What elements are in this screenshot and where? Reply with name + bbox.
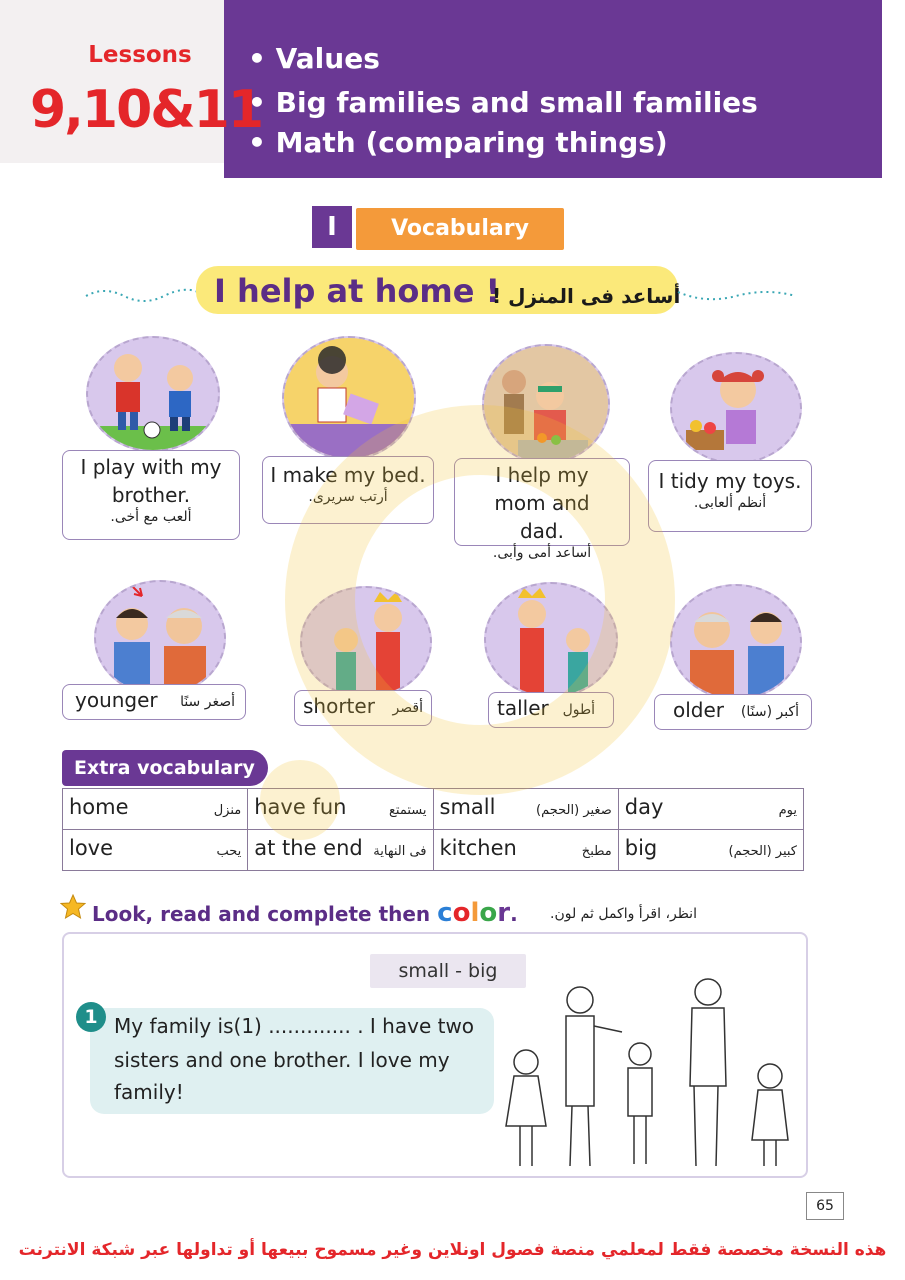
color-word: color [437,898,511,928]
banner-arabic: أساعد فى المنزل ! [492,284,681,308]
instruction-text [92,898,518,928]
vocab-cell [248,830,433,871]
vocab-english: day [624,795,664,819]
help-parents-picture [482,344,610,464]
chore-arabic: ألعب مع أخى. [110,509,192,525]
vocab-arabic: منزل [213,803,242,818]
vocab-english: home [69,795,129,819]
shorter-picture [300,586,432,698]
older-picture [670,584,802,700]
play-with-brother-picture [86,336,220,452]
make-bed-picture [282,336,416,460]
vocab-cell [63,830,248,871]
table-row [63,830,804,871]
topic-families: • Big families and small families [248,86,758,119]
question-line-3: family! [114,1080,184,1104]
grandfather-and-young-man-icon [672,586,800,698]
word-bank: small - big [370,954,526,988]
vocab-arabic: يوم [778,803,797,818]
copyright-footer: هذه النسخة مخصصة فقط لمعلمي منصة فصول اونلاين وغير مسموح ببيعها أو تداولها عبر شبكة الانترنت [18,1240,887,1260]
vocab-english: love [69,836,114,860]
chore-english: I help my mom and dad. [494,463,590,543]
vocab-english: big [624,836,658,860]
short-boy-and-tall-boy-icon [302,588,430,696]
comparison-arabic: أكبر (سنًا) [740,704,799,720]
girl-tidying-toys-icon [672,354,800,462]
vocab-cell [618,789,803,830]
chore-arabic: أرتب سريرى. [308,489,388,505]
instruction-period: . [510,902,518,926]
vocab-cell [63,789,248,830]
vocab-cell [433,789,618,830]
vocab-arabic: صغير (الحجم) [536,803,612,818]
girl-making-bed-icon [284,338,414,458]
lessons-label: Lessons [88,42,192,68]
question-line-1: My family is(1) ............. . I have two [114,1014,475,1038]
section-title: Vocabulary [356,208,564,250]
tidy-toys-picture [670,352,802,464]
vocab-arabic: كبير (الحجم) [728,844,797,859]
topic-math: • Math (comparing things) [248,126,668,159]
instruction-main: Look, read and complete then [92,902,431,926]
question-number: 1 [76,1002,106,1032]
vocab-cell [618,830,803,871]
vocab-arabic: يحب [216,844,242,859]
comparison-arabic: أقصر [392,700,423,716]
comparison-english: older [673,698,725,722]
instruction-arabic: انظر، اقرأ واكمل ثم لون. [550,906,697,922]
chore-english: I tidy my toys. [658,469,802,493]
chore-english: I make my bed. [270,463,426,487]
younger-picture [94,580,226,696]
chore-arabic: أساعد أمى وأبى. [492,545,592,561]
chore-caption-play [62,450,240,540]
comparison-arabic: أطول [562,702,595,718]
comparison-taller [488,692,614,728]
chore-english: I play with my brother. [80,455,222,507]
comparison-older [654,694,812,730]
vocab-arabic: يستمتع [389,803,427,818]
extra-vocabulary-table [62,788,804,871]
star-icon [60,894,86,920]
chore-caption-tidy [648,460,812,532]
girl-washing-dishes-icon [484,346,608,462]
comparison-shorter [294,690,432,726]
family-line-drawing-icon [496,976,802,1172]
banner-english: I help at home ! [214,272,501,310]
topic-values: • Values [248,42,380,75]
decorative-dots-icon [84,286,200,306]
vocab-arabic: فى النهاية [373,844,427,859]
kids-playing-football-icon [88,338,218,450]
taller-picture [484,582,618,698]
question-line-2: sisters and one brother. I love my [114,1048,450,1072]
vocab-cell [248,789,433,830]
chore-caption-bed [262,456,434,524]
vocab-cell [433,830,618,871]
chore-caption-help [454,458,630,561]
vocab-arabic: مطبخ [581,844,612,859]
comparison-english: younger [75,688,158,712]
comparison-younger [62,684,246,720]
tall-boy-and-short-boy-icon [486,584,616,696]
extra-vocabulary-title: Extra vocabulary [62,750,268,786]
chore-arabic: أنظم ألعابى. [693,495,767,511]
table-row [63,789,804,830]
decorative-dots-icon [676,286,798,306]
comparison-english: shorter [303,694,375,718]
arrow-icon [126,580,146,602]
page-number: 65 [806,1192,844,1220]
vocab-english: kitchen [439,836,517,860]
comparison-arabic: أصغر سنًا [180,694,235,710]
vocab-english: at the end [254,836,363,860]
lessons-number: 9,10&11 [30,80,263,140]
young-man-and-grandfather-icon [96,582,224,694]
section-number: I [312,206,352,248]
vocab-english: have fun [254,795,347,819]
vocab-english: small [439,795,496,819]
comparison-english: taller [497,696,549,720]
